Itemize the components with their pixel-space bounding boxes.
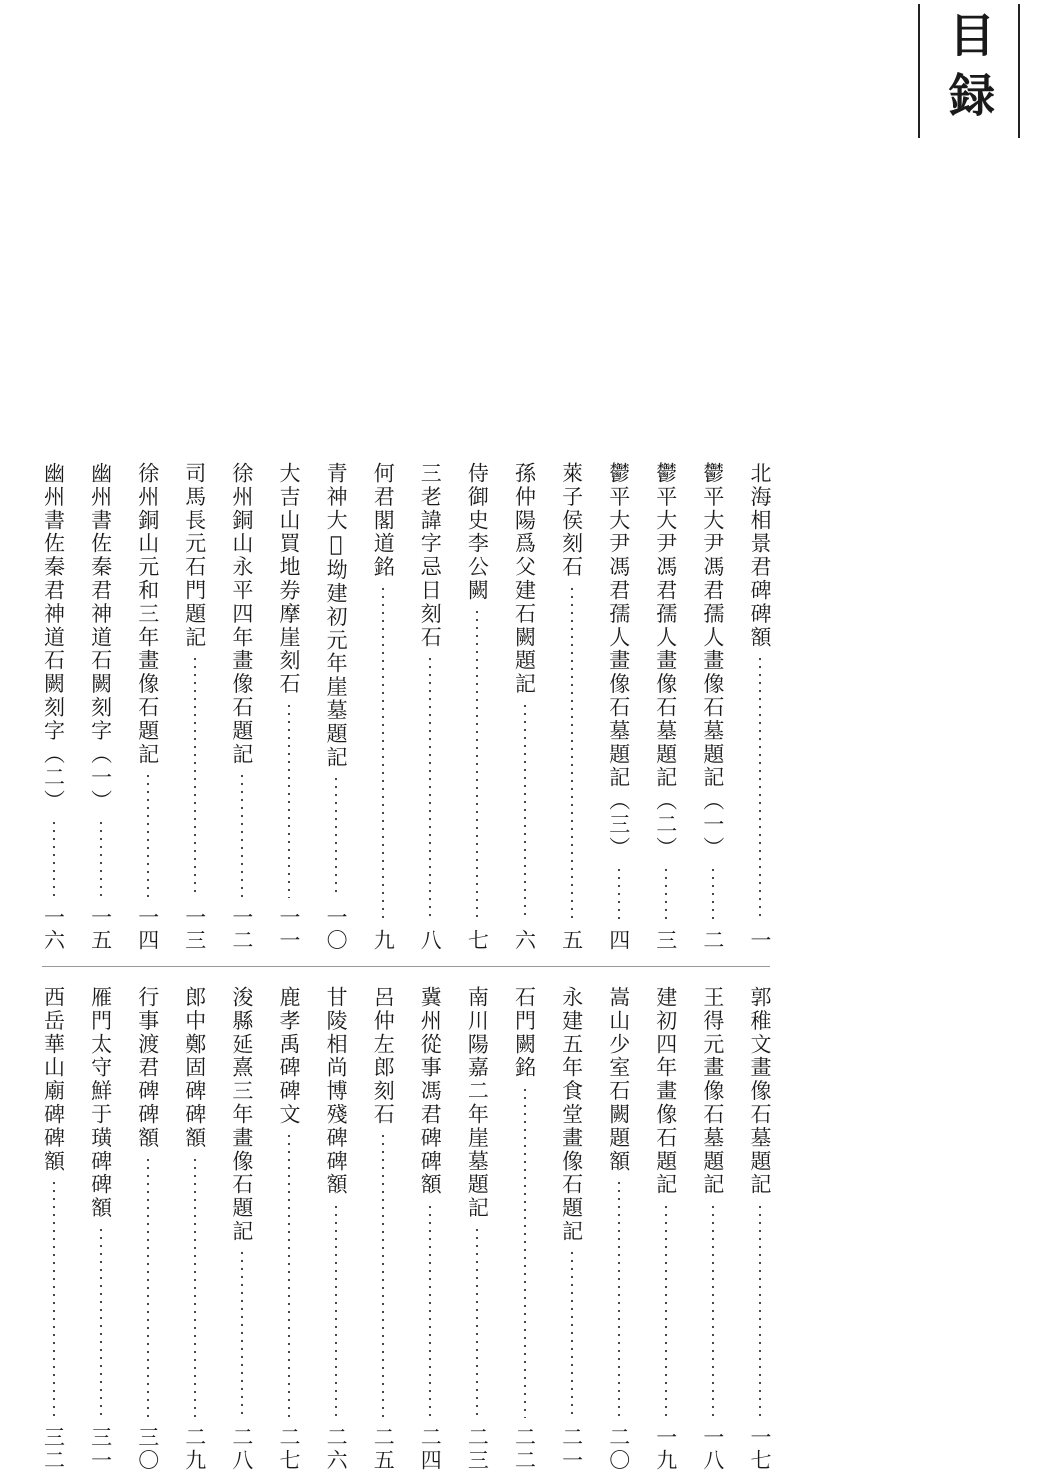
toc-page-number: 四 — [606, 929, 631, 952]
dot-leader — [665, 1203, 667, 1418]
toc-entry-title: 呂仲左郎刻石 — [371, 986, 396, 1127]
dot-leader — [429, 655, 431, 921]
heading-block — [918, 4, 1022, 138]
dot-leader — [194, 655, 196, 898]
dot-leader — [759, 655, 761, 921]
toc-page-number: 九 — [371, 929, 396, 952]
toc-entry[interactable] — [134, 986, 162, 1472]
toc-entry[interactable] — [511, 986, 539, 1472]
page-title: 目録 — [942, 11, 996, 131]
toc-entry-title: 永建五年食堂畫像石題記 — [559, 986, 584, 1244]
toc-entry-title: 幽州書佐秦君神道石闕刻字（一） — [88, 462, 113, 813]
dot-leader — [476, 608, 478, 921]
toc-entry[interactable] — [746, 462, 774, 952]
toc-page-number: 一七 — [748, 1426, 772, 1472]
dot-leader — [712, 866, 714, 921]
toc-entry-title: 建初四年畫像石題記 — [653, 986, 678, 1197]
toc-entry-title: 鹿孝禹碑碑文 — [277, 986, 301, 1127]
toc-page-number: 一九 — [653, 1426, 678, 1472]
dot-leader — [288, 702, 290, 898]
dot-leader — [382, 585, 384, 921]
toc-page-number: 六 — [512, 929, 537, 952]
toc-entry[interactable] — [699, 986, 727, 1472]
toc-entry[interactable] — [369, 986, 397, 1472]
toc-entry[interactable] — [652, 986, 680, 1472]
dot-leader — [100, 819, 102, 898]
toc-page-number: 二六 — [324, 1426, 349, 1472]
dot-leader — [382, 1132, 384, 1418]
section-divider — [42, 966, 770, 967]
toc-entry-title: 南川陽嘉二年崖墓題記 — [465, 986, 490, 1220]
toc-page-number: 二 — [700, 929, 725, 952]
toc-entry[interactable] — [558, 462, 586, 952]
toc-entry-title: 浚縣延熹三年畫像石題記 — [229, 986, 254, 1244]
toc-entry[interactable] — [134, 462, 162, 952]
toc-entry[interactable] — [40, 462, 68, 952]
toc-entry-title: 萊子侯刻石 — [559, 462, 584, 579]
dot-leader — [571, 585, 573, 921]
dot-leader — [524, 1086, 526, 1418]
toc-entry-title: 侍御史李公闕 — [465, 462, 490, 603]
toc-entry-title: 雁門太守鮮于璜碑碑額 — [88, 986, 113, 1220]
toc-page-number: 二五 — [371, 1426, 396, 1472]
toc-entry[interactable] — [605, 986, 633, 1472]
toc-entry-title: 郭稚文畫像石墓題記 — [748, 986, 772, 1197]
dot-leader — [147, 1156, 149, 1418]
toc-entry-title: 西岳華山廟碑碑額 — [41, 986, 66, 1174]
toc-entry-title: 幽州書佐秦君神道石闕刻字（二） — [41, 462, 66, 813]
toc-entry[interactable] — [699, 462, 727, 952]
toc-entry[interactable] — [463, 986, 491, 1472]
toc-entry-title: 石門闕銘 — [512, 986, 537, 1080]
toc-entry[interactable] — [746, 986, 774, 1472]
toc-page-number: 一四 — [135, 906, 160, 952]
toc-entry[interactable] — [87, 986, 115, 1472]
dot-leader — [53, 1179, 55, 1418]
toc-page-number: 五 — [559, 929, 584, 952]
dot-leader — [524, 702, 526, 921]
toc-entry[interactable] — [369, 462, 397, 952]
toc-entry-title: 大吉山買地券摩崖刻石 — [277, 462, 301, 696]
toc-entry[interactable] — [228, 462, 256, 952]
toc-page-number: 二九 — [182, 1426, 207, 1472]
dot-leader — [759, 1203, 761, 1418]
toc-entry[interactable] — [322, 462, 350, 952]
dot-leader — [53, 819, 55, 898]
toc-page-number: 一二 — [229, 906, 254, 952]
toc-entry-title: 鬱平大尹馮君孺人畫像石墓題記（三） — [606, 462, 631, 860]
toc-page-number: 一一 — [277, 906, 301, 952]
dot-leader — [712, 1203, 714, 1418]
toc-entry-title: 鬱平大尹馮君孺人畫像石墓題記（一） — [700, 462, 725, 860]
toc-page-number: 二四 — [418, 1426, 443, 1472]
toc-page-number: 三〇 — [135, 1426, 160, 1472]
toc-page-number: 二七 — [277, 1426, 301, 1472]
toc-entry[interactable] — [181, 986, 209, 1472]
toc-page-number: 三二 — [41, 1426, 66, 1472]
toc-entry[interactable] — [275, 462, 303, 952]
toc-entry-title: 嵩山少室石闕題額 — [606, 986, 631, 1174]
toc-entry-title: 司馬長元石門題記 — [182, 462, 207, 650]
dot-leader — [241, 772, 243, 898]
toc-entry-title: 行事渡君碑碑額 — [135, 986, 160, 1150]
dot-leader — [335, 1203, 337, 1418]
toc-page-number: 二二 — [512, 1426, 537, 1472]
dot-leader — [476, 1226, 478, 1418]
toc-entry[interactable] — [275, 986, 303, 1472]
toc-page-number: 二三 — [465, 1426, 490, 1472]
dot-leader — [618, 1179, 620, 1418]
toc-entry[interactable] — [181, 462, 209, 952]
toc-entry[interactable] — [228, 986, 256, 1472]
toc-page-number: 二八 — [229, 1426, 254, 1472]
dot-leader — [429, 1203, 431, 1418]
dot-leader — [665, 866, 667, 921]
toc-page-number: 三一 — [88, 1426, 113, 1472]
toc-entry-title: 徐州銅山永平四年畫像石題記 — [229, 462, 254, 767]
toc-page-number: 一五 — [88, 906, 113, 952]
dot-leader — [288, 1132, 290, 1418]
toc-entry[interactable] — [605, 462, 633, 952]
dot-leader — [194, 1156, 196, 1418]
toc-page-number: 一三 — [182, 906, 207, 952]
toc-page-number: 一八 — [700, 1426, 725, 1472]
toc-entry-title: 何君閣道銘 — [371, 462, 396, 579]
toc-entry[interactable] — [87, 462, 115, 952]
toc-entry-title: 甘陵相尚博殘碑碑額 — [324, 986, 349, 1197]
toc-entry-title: 冀州從事馮君碑碑額 — [418, 986, 443, 1197]
toc-entry[interactable] — [416, 986, 444, 1472]
toc-entry-title: 郎中鄭固碑碑額 — [182, 986, 207, 1150]
dot-leader — [571, 1249, 573, 1418]
toc-entry-title: 王得元畫像石墓題記 — [700, 986, 725, 1197]
dot-leader — [618, 866, 620, 921]
toc-entry-title: 徐州銅山元和三年畫像石題記 — [135, 462, 160, 767]
toc-entry-title: 北海相景君碑碑額 — [748, 462, 772, 650]
toc-page-number: 二〇 — [606, 1426, 631, 1472]
toc-entry[interactable] — [558, 986, 586, 1472]
toc-entry-title: 青神大𦹗坳建初元年崖墓題記 — [324, 462, 349, 770]
toc-entry[interactable] — [511, 462, 539, 952]
toc-entry[interactable] — [652, 462, 680, 952]
toc-entry[interactable] — [40, 986, 68, 1472]
toc-entry-title: 鬱平大尹馮君孺人畫像石墓題記（二） — [653, 462, 678, 860]
dot-leader — [100, 1226, 102, 1418]
dot-leader — [335, 775, 337, 898]
toc-entry-title: 孫仲陽爲父建石闕題記 — [512, 462, 537, 696]
toc-page-number: 三 — [653, 929, 678, 952]
toc-page-number: 一六 — [41, 906, 66, 952]
toc-page-number: 八 — [418, 929, 443, 952]
toc-entry[interactable] — [322, 986, 350, 1472]
toc-entry[interactable] — [416, 462, 444, 952]
heading-rule-right — [1018, 4, 1020, 138]
toc-entry-title: 三老諱字忌日刻石 — [418, 462, 443, 650]
dot-leader — [241, 1249, 243, 1418]
dot-leader — [147, 772, 149, 898]
toc-page-number: 一〇 — [324, 906, 349, 952]
toc-page-number: 二一 — [559, 1426, 584, 1472]
toc-page-number: 七 — [465, 929, 490, 952]
toc-entry[interactable] — [463, 462, 491, 952]
toc-page-number: 一 — [748, 929, 772, 952]
